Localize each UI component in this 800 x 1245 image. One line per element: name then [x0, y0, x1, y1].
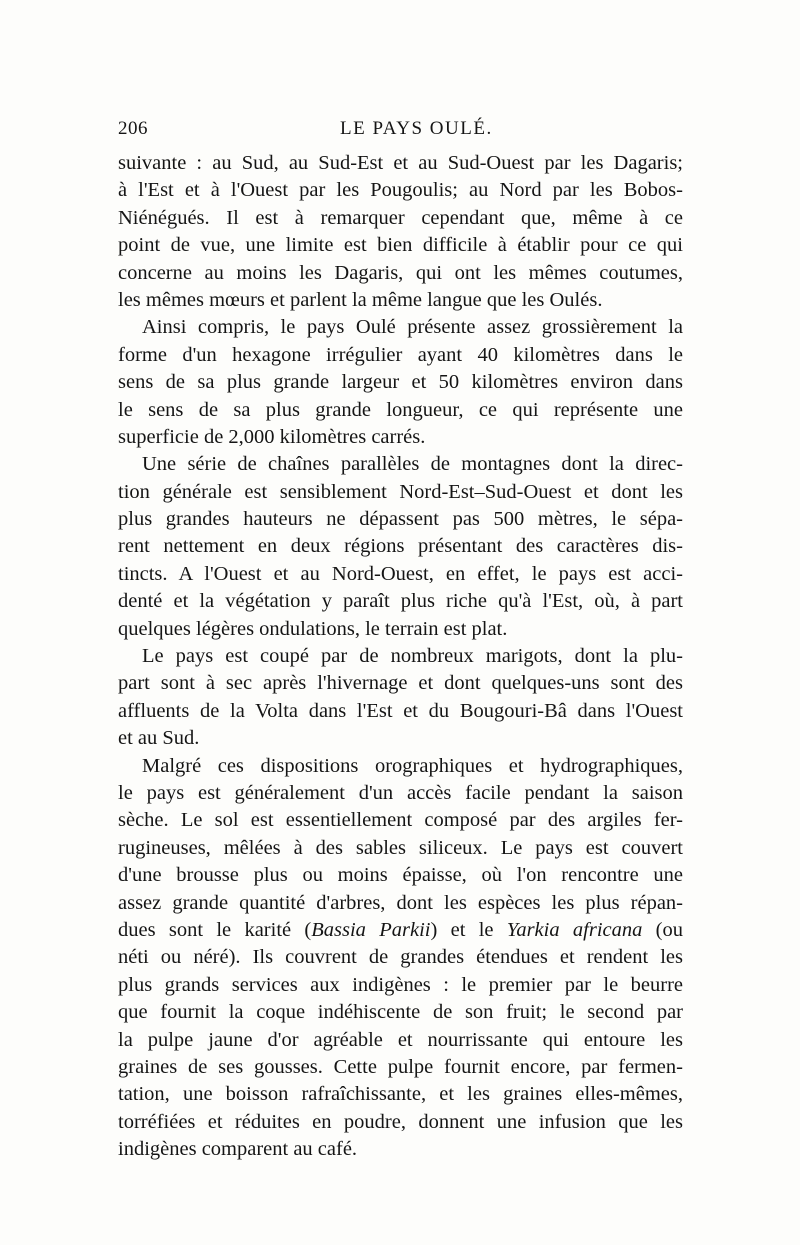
text-line: concerne au moins les Dagaris, qui ont les mêmes coutumes, — [118, 261, 683, 284]
text-line: d'une brousse plus ou moins épaisse, où l'on rencontre une — [118, 864, 683, 887]
running-head — [118, 118, 683, 148]
text-line: Malgré ces dispositions orographiques et hydrographiques, — [142, 754, 683, 777]
text-line: la pulpe jaune d'or agréable et nourrissante qui entoure les — [118, 1028, 683, 1051]
text-line: quelques légères ondulations, le terrain est plat. — [118, 617, 508, 640]
text-line: graines de ses gousses. Cette pulpe fournit encore, par fermen- — [118, 1055, 683, 1078]
page-number: 206 — [118, 118, 148, 139]
text-line: Une série de chaînes parallèles de montagnes dont la direc- — [142, 453, 683, 476]
text-line: superficie de 2,000 kilomètres carrés. — [118, 425, 426, 448]
text-line: tation, une boisson rafraîchissante, et les graines elles-mêmes, — [118, 1083, 683, 1106]
text-line: Niénégués. Il est à remarquer cependant que, même à ce — [118, 206, 683, 229]
text-line: sens de sa plus grande largeur et 50 kilomètres environ dans — [118, 371, 683, 394]
text-line: dues sont le karité (Bassia Parkii) et le Yarkia africana (ou — [118, 918, 683, 941]
text-line: denté et la végétation y paraît plus riche qu'à l'Est, où, à part — [118, 590, 683, 613]
text-line: torréfiées et réduites en poudre, donnent une infusion que les — [118, 1110, 683, 1133]
text-line: forme d'un hexagone irrégulier ayant 40 kilomètres dans le — [118, 343, 683, 366]
text-line: à l'Est et à l'Ouest par les Pougoulis; au Nord par les Bobos- — [118, 179, 683, 202]
text-line: tion générale est sensiblement Nord-Est–Sud-Ouest et dont les — [118, 480, 683, 503]
text-line: Ainsi compris, le pays Oulé présente assez grossièrement la — [142, 316, 683, 339]
text-line: que fournit la coque indéhiscente de son fruit; le second par — [118, 1001, 683, 1024]
text-line: sèche. Le sol est essentiellement composé par des argiles fer- — [118, 809, 683, 832]
text-line: assez grande quantité d'arbres, dont les espèces les plus répan- — [118, 891, 683, 914]
text-line: les mêmes mœurs et parlent la même langue que les Oulés. — [118, 288, 603, 311]
text-line: rent nettement en deux régions présentant des caractères dis- — [118, 535, 683, 558]
running-title: LE PAYS OULÉ. — [340, 118, 493, 139]
text-line: Le pays est coupé par de nombreux marigots, dont la plu- — [142, 645, 683, 668]
text-line: plus grands services aux indigènes : le premier par le beurre — [118, 973, 683, 996]
text-line: indigènes comparent au café. — [118, 1138, 358, 1161]
text-line: le pays est généralement d'un accès facile pendant la saison — [118, 781, 683, 804]
text-line: rugineuses, mêlées à des sables siliceux. Le pays est couvert — [118, 836, 683, 859]
text-line: part sont à sec après l'hivernage et dont quelques-uns sont des — [118, 672, 683, 695]
text-line: plus grandes hauteurs ne dépassent pas 500 mètres, le sépa- — [118, 508, 683, 531]
text-line: tincts. A l'Ouest et au Nord-Ouest, en effet, le pays est acci- — [118, 562, 683, 585]
body-text — [118, 150, 683, 1163]
text-line: le sens de sa plus grande longueur, ce qui représente une — [118, 398, 683, 421]
text-line: affluents de la Volta dans l'Est et du Bougouri-Bâ dans l'Ouest — [118, 699, 683, 722]
text-line: point de vue, une limite est bien difficile à établir pour ce qui — [118, 234, 683, 257]
text-line: et au Sud. — [118, 727, 200, 750]
text-line: néti ou néré). Ils couvrent de grandes étendues et rendent les — [118, 946, 683, 969]
text-line: suivante : au Sud, au Sud-Est et au Sud-Ouest par les Dagaris; — [118, 152, 683, 174]
